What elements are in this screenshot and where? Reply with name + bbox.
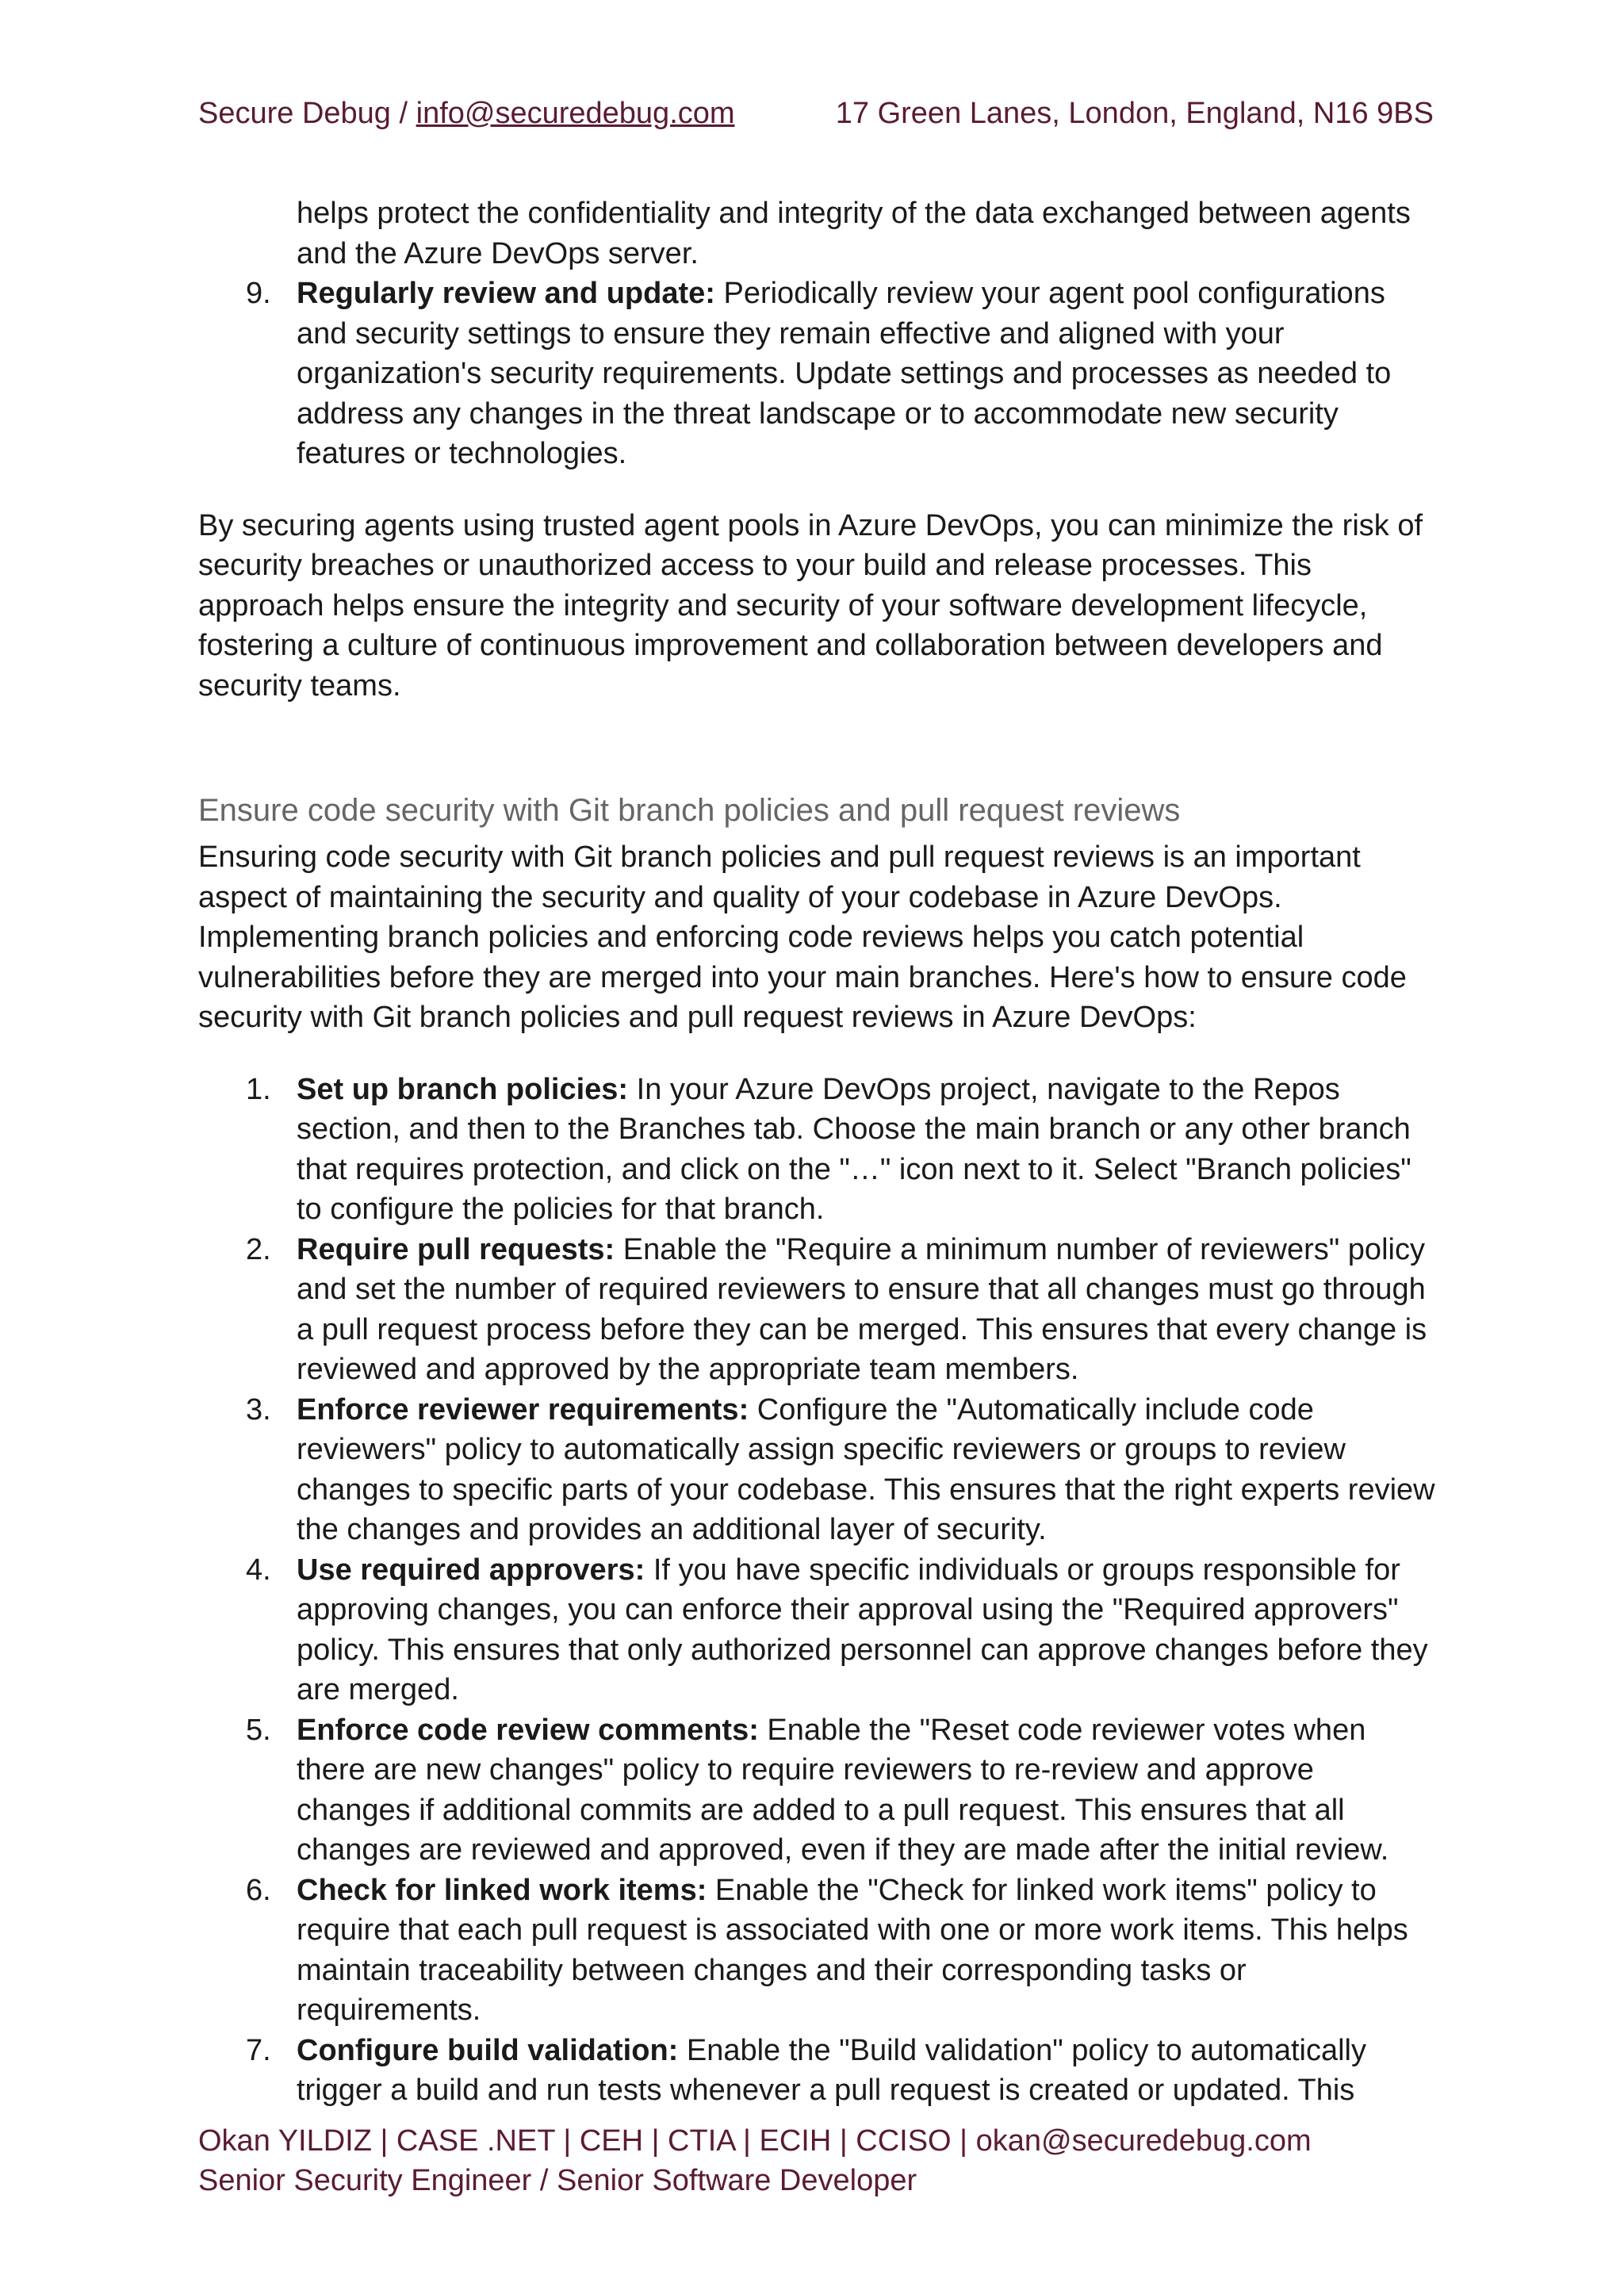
list-item-7 (198, 2031, 1435, 2111)
list-item-9 (198, 274, 1435, 474)
footer-credentials: Okan YILDIZ | CASE .NET | CEH | CTIA | ECIH | CCISO | okan@securedebug.com (198, 2124, 1312, 2158)
list-item-text: Configure the "Automatically include code reviewers" policy to automatically assign specific reviewers or groups to review changes to specific parts of your codebase. This ensures that the right experts review the changes and provides an additional layer of security. (297, 1392, 1435, 1546)
list-number: 2. (246, 1232, 271, 1266)
list-item-2 (198, 1230, 1435, 1390)
list-item-text: Enable the "Check for linked work items" policy to require that each pull request is associated with one or more work items. This helps maintain traceability between changes and their corresponding tasks or requirements. (297, 1873, 1408, 2027)
list-item-5 (198, 1710, 1435, 1871)
list-item-title: Enforce code review comments: (297, 1713, 759, 1747)
header-email-link[interactable]: info@securedebug.com (416, 97, 735, 130)
page-header (198, 97, 1434, 131)
list-item-text: Enable the "Build validation" policy to automatically trigger a build and run tests whenever a pull request is created or updated. This (297, 2033, 1367, 2107)
list-item-text: Enable the "Require a minimum number of reviewers" policy and set the number of required reviewers to ensure that all changes must go through a pull request process before they can be merged. This ensures that every change is reviewed and approved by the appropriate team members. (297, 1232, 1427, 1386)
list-number: 5. (246, 1713, 271, 1747)
list-number: 4. (246, 1553, 271, 1587)
list-number: 1. (246, 1072, 271, 1106)
branch-policy-steps-list (198, 1070, 1435, 2111)
list-item-text: If you have specific individuals or groups responsible for approving changes, you can enforce their approval using the "Required approvers" policy. This ensures that only authorized personnel can approve changes before they are merged. (297, 1553, 1428, 1706)
list-item-title: Require pull requests: (297, 1232, 615, 1266)
list-item-text: In your Azure DevOps project, navigate to the Repos section, and then to the Branches tab. Choose the main branch or any other branch that requires protection, and click on the "…" icon next to it. Select "Branch policies" to configure the policies for that branch. (297, 1072, 1411, 1226)
section-intro-paragraph: Ensuring code security with Git branch policies and pull request reviews is an important aspect of maintaining the security and quality of your codebase in Azure DevOps. Implementing branch policies and enforcing code reviews helps you catch potential vulnerabilities before they are merged into your main branches. Here's how to ensure code security with Git branch policies and pull request reviews in Azure DevOps: (198, 841, 1407, 1034)
list-item-3 (198, 1390, 1435, 1550)
list-number: 9. (246, 277, 271, 310)
list-item-title: Set up branch policies: (297, 1072, 629, 1106)
list-item-title: Enforce reviewer requirements: (297, 1392, 749, 1427)
list-item-title: Regularly review and update: (297, 277, 715, 310)
page-content (198, 193, 1435, 2111)
list-item-4 (198, 1550, 1435, 1710)
list-item-title: Check for linked work items: (297, 1873, 707, 1907)
header-address: 17 Green Lanes, London, England, N16 9BS (835, 97, 1434, 130)
list-item-text: Enable the "Reset code reviewer votes when there are new changes" policy to require reviewers to re-review and approve changes if additional commits are added to a pull request. This ensures that all changes are reviewed and approved, even if they are made after the initial review. (297, 1713, 1389, 1867)
header-company: Secure Debug / info@securedebug.com (198, 97, 735, 130)
section-heading: Ensure code security with Git branch policies and pull request reviews (198, 793, 1181, 828)
list-continuation-text: helps protect the confidentiality and integrity of the data exchanged between agents and the Azure DevOps server. (297, 197, 1411, 270)
page-footer (198, 2121, 1312, 2200)
list-item-1 (198, 1070, 1435, 1230)
summary-paragraph: By securing agents using trusted agent pools in Azure DevOps, you can minimize the risk of security breaches or unauthorized access to your build and release processes. This approach helps ensure the integrity and security of your software development lifecycle, fostering a culture of continuous improvement and collaboration between developers and security teams. (198, 508, 1423, 703)
list-number: 3. (246, 1392, 271, 1427)
list-item-text: Periodically review your agent pool configurations and security settings to ensure they remain effective and aligned with your organization's security requirements. Update settings and processes as needed to address any changes in the threat landscape or to accommodate new security features or technologies. (297, 277, 1392, 470)
list-item-title: Configure build validation: (297, 2033, 679, 2067)
agent-list-tail (198, 274, 1435, 474)
list-number: 6. (246, 1873, 271, 1907)
list-item-title: Use required approvers: (297, 1553, 645, 1587)
footer-title: Senior Security Engineer / Senior Software Developer (198, 2164, 917, 2197)
list-item-6 (198, 1871, 1435, 2031)
list-number: 7. (246, 2033, 271, 2067)
